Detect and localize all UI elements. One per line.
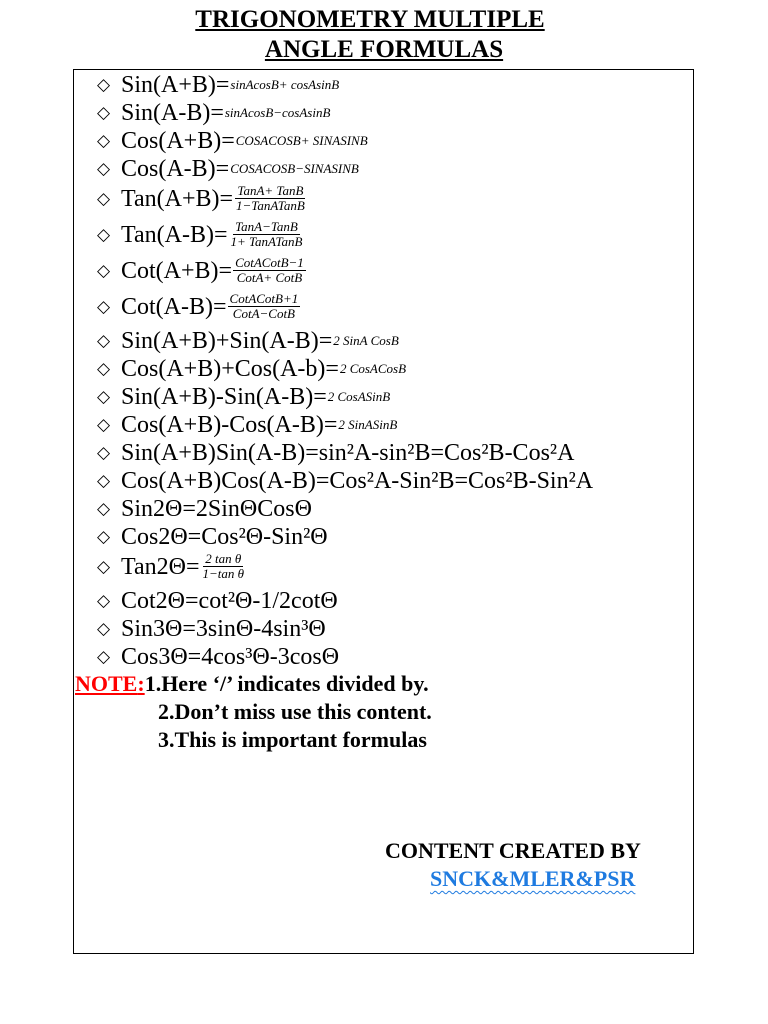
formula-result: 2 CosASinB: [327, 389, 391, 404]
diamond-bullet-icon: ◇: [97, 75, 111, 95]
diamond-bullet-icon: ◇: [97, 443, 111, 463]
formula-text: Tan(A+B)=: [121, 185, 234, 212]
page-title-line-1: TRIGONOMETRY MULTIPLE: [195, 6, 545, 33]
fraction-denominator: CotA−CotB: [232, 306, 296, 321]
fraction-denominator: 1−tan θ: [202, 566, 245, 581]
formula-text: Cos3Θ=4cos³Θ-3cosΘ: [121, 644, 340, 670]
diamond-bullet-icon: ◇: [97, 103, 111, 123]
formula-text: Cot(A+B)=: [121, 257, 233, 284]
formula-result: COSACOSB−SINASINB: [230, 161, 359, 176]
diamond-bullet-icon: ◇: [97, 331, 111, 351]
note-colon: :: [137, 671, 145, 696]
formula-fraction: [234, 184, 307, 213]
note-item-1: 1.Here ‘/’ indicates divided by.: [144, 671, 429, 696]
formula-result: 2 CosACosB: [339, 361, 407, 376]
diamond-bullet-icon: ◇: [97, 471, 111, 491]
formula-result: sinAcosB−cosAsinB: [224, 105, 331, 120]
diamond-bullet-icon: ◇: [97, 131, 111, 151]
diamond-bullet-icon: ◇: [97, 527, 111, 547]
fraction-numerator: 2 tan θ: [205, 551, 242, 566]
formula-text: Cos(A+B)+Cos(A-b)=: [121, 356, 339, 382]
formula-row: [97, 412, 397, 438]
formula-text: Sin(A+B)+Sin(A-B)=: [121, 328, 333, 354]
formula-result: 2 SinA CosB: [333, 333, 399, 348]
diamond-bullet-icon: ◇: [97, 619, 111, 639]
formula-row: [97, 256, 306, 285]
diamond-bullet-icon: ◇: [97, 591, 111, 611]
formula-row: [97, 100, 330, 126]
diamond-bullet-icon: ◇: [97, 296, 111, 317]
page-title-line-2: ANGLE FORMULAS: [264, 36, 504, 63]
formula-row: [97, 588, 338, 614]
formula-text: Cot2Θ=cot²Θ-1/2cotΘ: [121, 588, 338, 614]
formula-row: [97, 644, 339, 670]
formula-row: [97, 292, 300, 321]
formula-fraction: [228, 292, 301, 321]
formula-row: [97, 384, 390, 410]
diamond-bullet-icon: ◇: [97, 359, 111, 379]
formula-text: Sin(A+B)Sin(A-B)=sin²A-sin²B=Cos²B-Cos²A: [121, 440, 575, 466]
note-label: NOTE: [75, 671, 138, 696]
formula-row: [97, 440, 574, 466]
formula-text: Sin(A+B)-Sin(A-B)=: [121, 384, 327, 410]
formula-text: Tan2Θ=: [121, 553, 200, 580]
diamond-bullet-icon: ◇: [97, 260, 111, 281]
diamond-bullet-icon: ◇: [97, 188, 111, 209]
formula-row: [97, 524, 328, 550]
formula-text: Cos(A+B)-Cos(A-B)=: [121, 412, 338, 438]
formula-text: Sin(A+B)=: [121, 72, 230, 98]
formula-fraction: [233, 256, 306, 285]
note-item-2: 2.Don’t miss use this content.: [158, 699, 432, 724]
diamond-bullet-icon: ◇: [97, 159, 111, 179]
formula-row: [97, 356, 406, 382]
formula-row: [97, 156, 359, 182]
fraction-numerator: TanA−TanB: [235, 219, 298, 234]
note-item-1-row: [75, 670, 429, 698]
diamond-bullet-icon: ◇: [97, 387, 111, 407]
formula-result: 2 SinASinB: [338, 417, 398, 432]
diamond-bullet-icon: ◇: [97, 556, 111, 577]
diamond-bullet-icon: ◇: [97, 415, 111, 435]
formula-result: COSACOSB+ SINASINB: [235, 133, 368, 148]
credit-line: CONTENT CREATED BY: [385, 838, 641, 863]
formula-row: [97, 328, 399, 354]
formula-text: Tan(A-B)=: [121, 221, 228, 248]
formula-row: [97, 220, 305, 249]
formula-text: Cos(A-B)=: [121, 156, 230, 182]
formula-fraction: [229, 220, 305, 249]
formula-text: Sin(A-B)=: [121, 100, 224, 126]
diamond-bullet-icon: ◇: [97, 647, 111, 667]
fraction-denominator: CotA+ CotB: [236, 270, 303, 285]
fraction-denominator: 1−TanATanB: [236, 198, 305, 213]
formula-text: Sin2Θ=2SinΘCosΘ: [121, 496, 312, 522]
formula-row: [97, 616, 326, 642]
formula-row: [97, 496, 312, 522]
fraction-numerator: CotACotB+1: [229, 291, 299, 306]
formula-row: [97, 552, 246, 581]
diamond-bullet-icon: ◇: [97, 224, 111, 245]
formula-text: Sin3Θ=3sinΘ-4sin³Θ: [121, 616, 326, 642]
note-item-3: 3.This is important formulas: [158, 727, 427, 752]
formula-row: [97, 128, 368, 154]
diamond-bullet-icon: ◇: [97, 499, 111, 519]
formula-row: [97, 184, 307, 213]
formula-text: Cos(A+B)Cos(A-B)=Cos²A-Sin²B=Cos²B-Sin²A: [121, 468, 594, 494]
fraction-numerator: CotACotB−1: [235, 255, 304, 270]
credit-authors: SNCK&MLER&PSR: [430, 866, 636, 891]
formula-fraction: [201, 552, 247, 581]
fraction-numerator: TanA+ TanB: [237, 183, 304, 198]
formula-text: Cot(A-B)=: [121, 293, 227, 320]
formula-text: Cos(A+B)=: [121, 128, 235, 154]
formula-row: [97, 468, 593, 494]
formula-result: sinAcosB+ cosAsinB: [230, 77, 340, 92]
formula-row: [97, 72, 339, 98]
formula-text: Cos2Θ=Cos²Θ-Sin²Θ: [121, 524, 328, 550]
fraction-denominator: 1+ TanATanB: [230, 234, 303, 249]
